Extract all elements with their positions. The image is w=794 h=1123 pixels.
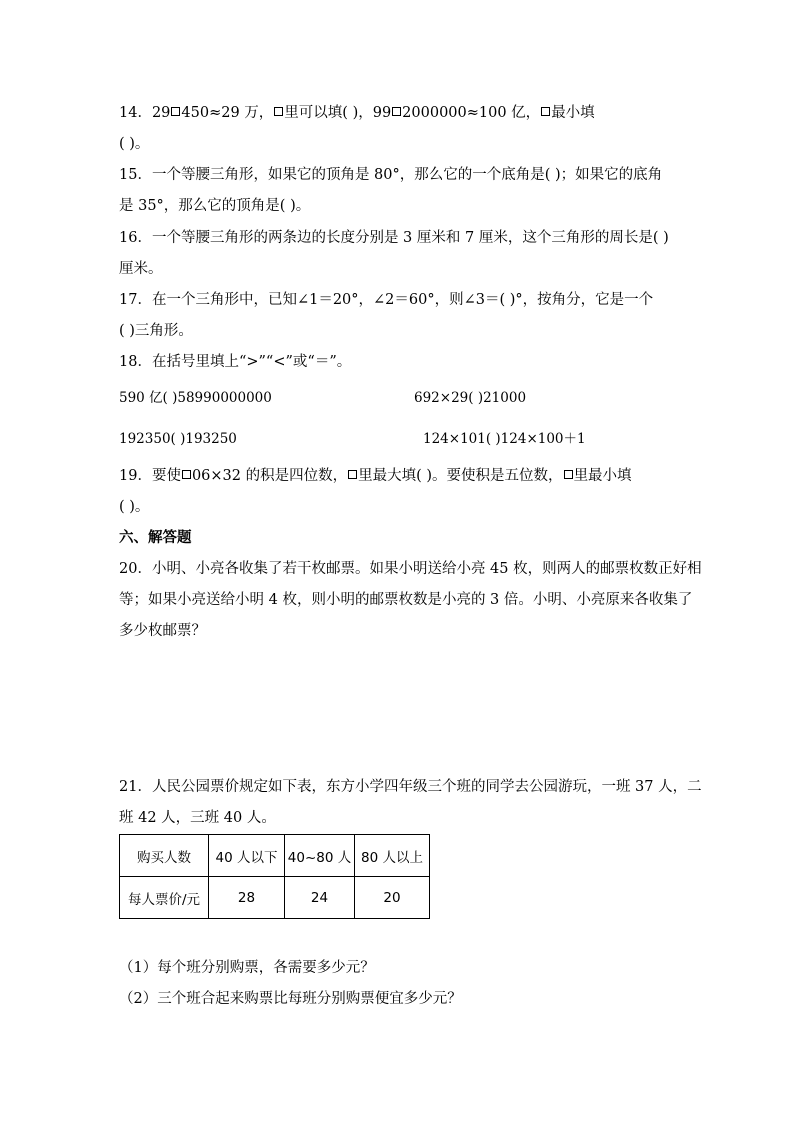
q17-line1: 17．在一个三角形中，已知∠1＝20°，∠2＝60°，则∠3＝( )°，按角分，它是一个 <box>119 292 654 308</box>
q19-text-b: 06×32 的积是四位数， <box>191 468 348 484</box>
q15-line2: 是 35°，那么它的顶角是( )。 <box>119 198 311 214</box>
table-cell: 28 <box>209 877 285 919</box>
q18-item-3: 192350( )193250 <box>119 431 237 447</box>
blank-square-icon <box>182 470 191 479</box>
q19-text-a: 19．要使 <box>119 468 181 484</box>
table-cell: 每人票价/元 <box>120 877 209 919</box>
q14-text-a: 14．29 <box>119 105 171 121</box>
q18-item-2: 692×29( )21000 <box>414 390 527 406</box>
q18-prompt: 18．在括号里填上“>”“<”或“＝”。 <box>119 354 352 370</box>
q19-line1 <box>119 466 632 486</box>
q21-line1: 21．人民公园票价规定如下表，东方小学四年级三个班的同学去公园游玩，一班 37 人，二 <box>119 779 702 795</box>
q19-text-d: 里最小填 <box>573 468 632 484</box>
q14-line1 <box>119 103 595 123</box>
blank-square-icon <box>541 107 550 116</box>
q14-text-c: 里可以填( )，99 <box>284 105 392 121</box>
q19-line2: ( )。 <box>119 499 150 515</box>
q14-text-e: 最小填 <box>551 105 595 121</box>
q21-line2: 班 42 人，三班 40 人。 <box>119 810 276 826</box>
table-header-cell: 40~80 人 <box>285 835 355 877</box>
table-header-cell: 购买人数 <box>120 835 209 877</box>
table-header-cell: 80 人以上 <box>355 835 430 877</box>
table-row <box>120 877 430 919</box>
q16-line1: 16．一个等腰三角形的两条边的长度分别是 3 厘米和 7 厘米，这个三角形的周长是( ) <box>119 230 669 246</box>
q14-text-d: 2000000≈100 亿， <box>402 105 541 121</box>
table-header-cell: 40 人以下 <box>209 835 285 877</box>
q16-line2: 厘米。 <box>119 261 163 277</box>
section-title: 六、解答题 <box>119 530 192 546</box>
blank-square-icon <box>564 470 573 479</box>
blank-square-icon <box>348 470 357 479</box>
table-cell: 24 <box>285 877 355 919</box>
q18-item-4: 124×101( )124×100＋1 <box>423 431 586 447</box>
q19-text-c: 里最大填( )。要使积是五位数， <box>358 468 563 484</box>
q20-line3: 多少枚邮票？ <box>119 623 206 639</box>
q18-item-1: 590 亿( )58990000000 <box>119 390 272 406</box>
ticket-price-table <box>119 834 430 919</box>
blank-square-icon <box>171 107 180 116</box>
q20-line2: 等；如果小亮送给小明 4 枚，则小明的邮票枚数是小亮的 3 倍。小明、小亮原来各收集了 <box>119 592 693 608</box>
q14-text-b: 450≈29 万， <box>181 105 274 121</box>
q17-line2: ( )三角形。 <box>119 323 193 339</box>
q14-line2: ( )。 <box>119 136 150 152</box>
q20-line1: 20．小明、小亮各收集了若干枚邮票。如果小明送给小亮 45 枚，则两人的邮票枚数正好相 <box>119 561 702 577</box>
blank-square-icon <box>392 107 401 116</box>
q21-sub2: （2）三个班合起来购票比每班分别购票便宜多少元？ <box>119 991 462 1007</box>
table-row <box>120 835 430 877</box>
table-cell: 20 <box>355 877 430 919</box>
blank-square-icon <box>274 107 283 116</box>
q15-line1: 15．一个等腰三角形，如果它的顶角是 80°，那么它的一个底角是( )；如果它的底角 <box>119 167 663 183</box>
q21-sub1: （1）每个班分别购票，各需要多少元？ <box>119 960 375 976</box>
